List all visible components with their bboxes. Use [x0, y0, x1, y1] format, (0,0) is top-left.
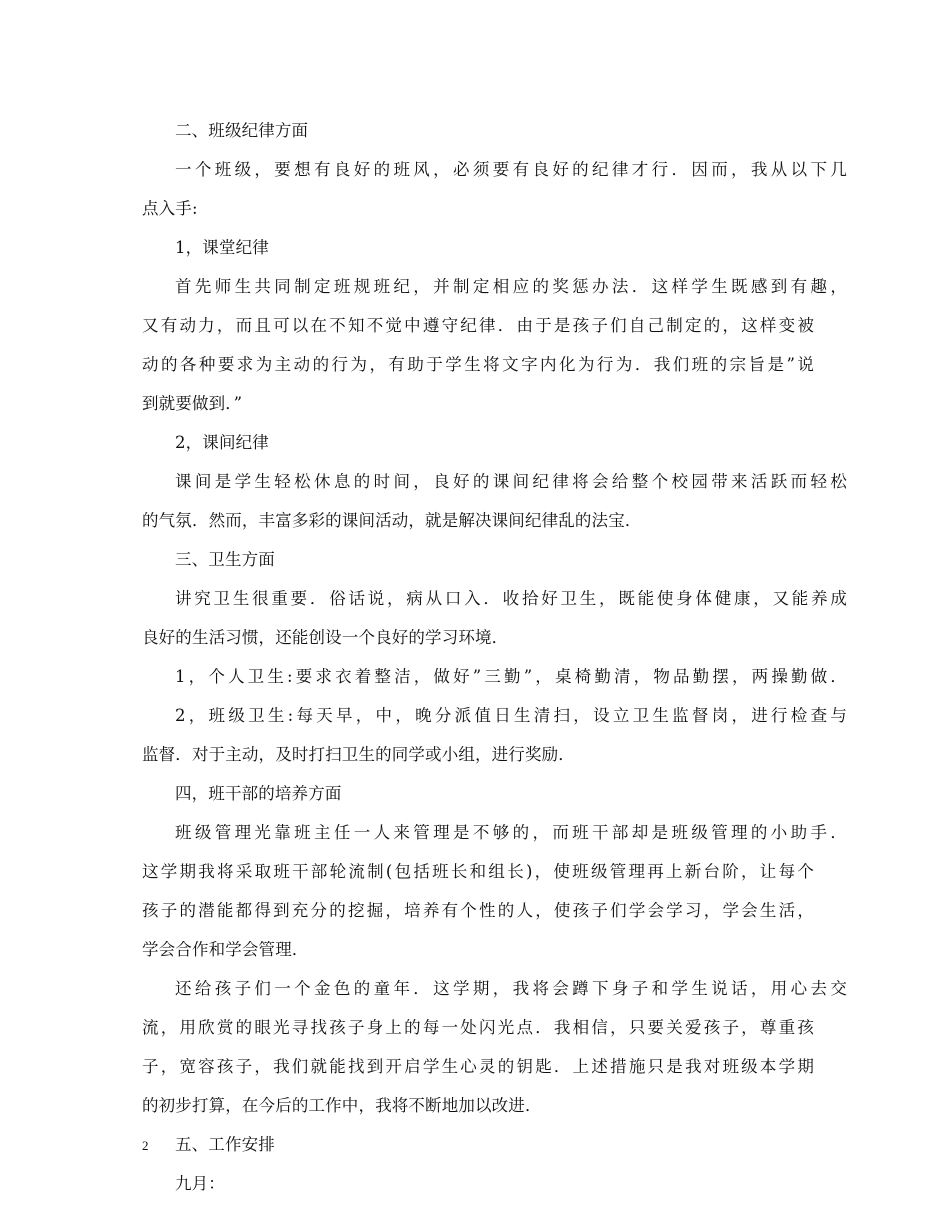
paragraph-line: 点入手:: [142, 199, 198, 218]
section-heading-discipline: 二、班级纪律方面: [175, 121, 309, 140]
paragraph-line: 的气氛．然而，丰富多彩的课间活动，就是解决课间纪律乱的法宝．: [142, 511, 642, 530]
paragraph-line: 一个班级，要想有良好的班风，必须要有良好的纪律才行．因而，我从以下几: [175, 160, 847, 179]
paragraph-line: 班级管理光靠班主任一人来管理是不够的，而班干部却是班级管理的小助手．: [175, 823, 847, 842]
paragraph-line: 学会合作和学会管理．: [142, 940, 309, 959]
paragraph-line: 监督．对于主动，及时打扫卫生的同学或小组，进行奖励．: [142, 745, 575, 764]
page-number: 2: [142, 1138, 149, 1153]
paragraph-line: 还给孩子们一个金色的童年．这学期，我将会蹲下身子和学生说话，用心去交: [175, 979, 847, 998]
paragraph-line: 讲究卫生很重要．俗话说，病从口入．收拾好卫生，既能使身体健康，又能养成: [175, 589, 847, 608]
paragraph-line: 到就要做到．”: [142, 394, 243, 413]
section-heading-hygiene: 三、卫生方面: [175, 550, 275, 569]
month-heading-september: 九月：: [175, 1174, 225, 1193]
paragraph-line: 良好的生活习惯，还能创设一个良好的学习环境．: [142, 628, 509, 647]
section-heading-work-plan: 五、工作安排: [175, 1135, 275, 1154]
section-heading-class-cadre: 四，班干部的培养方面: [175, 784, 342, 803]
subheading-break-discipline: 2，课间纪律: [175, 433, 269, 452]
paragraph-line: 流，用欣赏的眼光寻找孩子身上的每一处闪光点．我相信，只要关爱孩子，尊重孩: [142, 1018, 814, 1037]
paragraph-line: 1，个人卫生:要求衣着整洁，做好”三勤”，桌椅勤清，物品勤摆，两操勤做．: [175, 667, 847, 686]
paragraph-line: 的初步打算，在今后的工作中，我将不断地加以改进．: [142, 1096, 542, 1115]
paragraph-line: 动的各种要求为主动的行为，有助于学生将文字内化为行为．我们班的宗旨是”说: [142, 355, 814, 374]
paragraph-line: 又有动力，而且可以在不知不觉中遵守纪律．由于是孩子们自己制定的，这样变被: [142, 316, 814, 335]
paragraph-line: 首先师生共同制定班规班纪，并制定相应的奖惩办法．这样学生既感到有趣，: [175, 277, 847, 296]
paragraph-line: 孩子的潜能都得到充分的挖掘，培养有个性的人，使孩子们学会学习，学会生活，: [142, 901, 814, 920]
document-body: [142, 116, 847, 1208]
paragraph-line: 课间是学生轻松休息的时间，良好的课间纪律将会给整个校园带来活跃而轻松: [175, 472, 847, 491]
paragraph-line: 2，班级卫生:每天早，中，晚分派值日生清扫，设立卫生监督岗，进行检查与: [175, 706, 847, 725]
subheading-classroom-discipline: 1，课堂纪律: [175, 238, 269, 257]
paragraph-line: 这学期我将采取班干部轮流制(包括班长和组长)，使班级管理再上新台阶，让每个: [142, 862, 814, 881]
paragraph-line: 子，宽容孩子，我们就能找到开启学生心灵的钥匙．上述措施只是我对班级本学期: [142, 1057, 814, 1076]
